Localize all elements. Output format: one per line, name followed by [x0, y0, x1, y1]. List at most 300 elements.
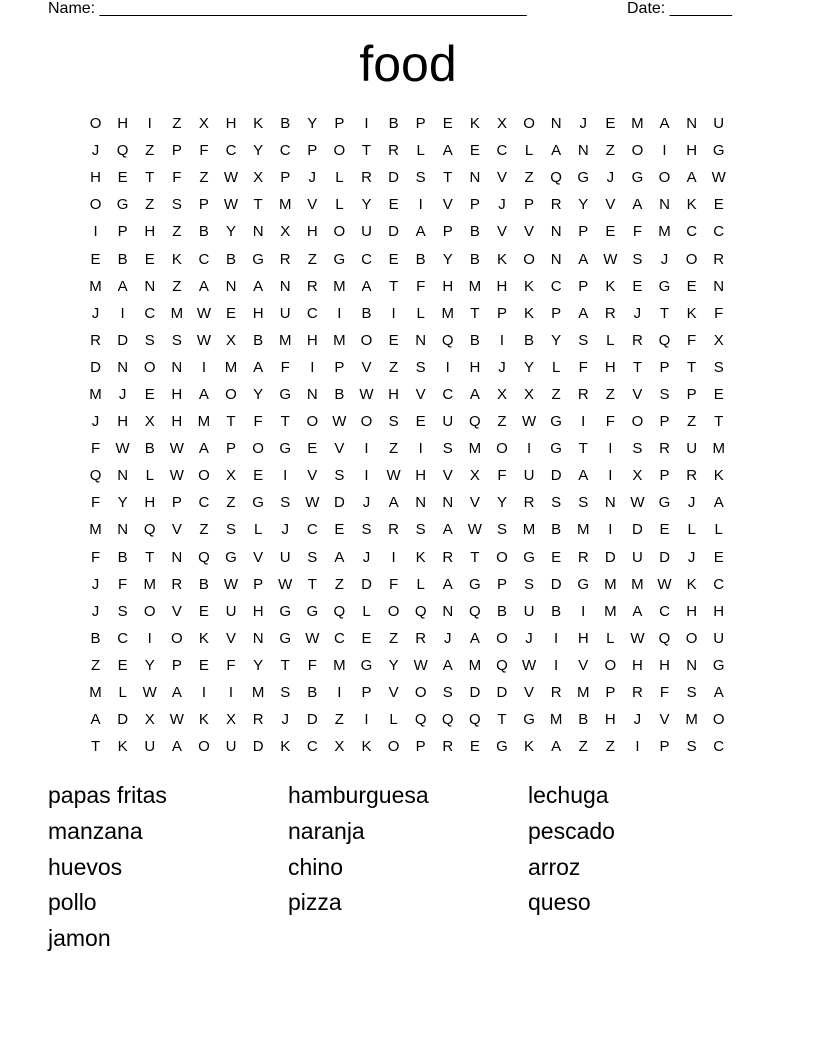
grid-letter: N [279, 277, 291, 295]
grid-letter: M [712, 440, 725, 458]
grid-letter: L [335, 169, 344, 187]
grid-letter: K [686, 304, 697, 322]
grid-letter: H [171, 385, 183, 403]
grid-letter: C [198, 494, 210, 512]
grid-letter: Z [388, 440, 399, 458]
grid-letter: H [604, 358, 616, 376]
grid-letter: C [361, 250, 372, 268]
grid-letter: X [144, 711, 155, 729]
grid-letter: I [418, 196, 423, 214]
grid-letter: A [551, 738, 562, 756]
grid-letter: J [91, 413, 100, 431]
grid-letter: X [469, 467, 480, 485]
grid-letter: J [362, 548, 371, 566]
grid-letter: E [415, 413, 426, 431]
grid-letter: M [631, 115, 644, 133]
name-label: Name: [48, 0, 100, 17]
grid-letter: L [714, 521, 723, 539]
grid-letter: M [89, 684, 102, 702]
grid-letter: O [252, 440, 264, 458]
grid-letter: P [171, 656, 182, 674]
grid-letter: I [201, 358, 206, 376]
grid-letter: P [361, 684, 372, 702]
grid-letter: L [416, 575, 425, 593]
grid-letter: G [577, 169, 590, 187]
grid-letter: V [361, 358, 372, 376]
grid-letter: W [413, 656, 428, 674]
grid-letter: X [713, 331, 724, 349]
grid-letter: E [361, 629, 372, 647]
grid-letter: E [388, 250, 399, 268]
grid-letter: H [469, 358, 481, 376]
grid-letter: S [388, 413, 399, 431]
grid-letter: W [278, 575, 293, 593]
grid-letter: I [147, 115, 152, 133]
grid-letter: Y [388, 656, 399, 674]
grid-letter: P [605, 684, 616, 702]
grid-letter: R [550, 684, 562, 702]
grid-letter: G [469, 575, 481, 593]
grid-letter: D [117, 711, 129, 729]
grid-letter: I [526, 440, 532, 458]
grid-letter: I [391, 548, 396, 566]
grid-letter: S [171, 331, 182, 349]
grid-letter: R [279, 250, 291, 268]
grid-letter: A [253, 277, 264, 295]
grid-letter: N [442, 602, 454, 620]
grid-letter: W [223, 169, 239, 187]
grid-letter: A [578, 304, 589, 322]
word-list-item: arroz [528, 853, 581, 880]
grid-letter: J [498, 196, 506, 214]
grid-letter: T [497, 711, 507, 729]
grid-letter: O [631, 142, 644, 160]
grid-letter: D [469, 684, 481, 702]
grid-letter: Y [442, 250, 453, 268]
grid-letter: V [171, 602, 182, 620]
grid-letter: R [632, 684, 643, 702]
grid-letter: B [117, 250, 128, 268]
grid-letter: V [469, 494, 480, 512]
grid-letter: M [576, 521, 590, 539]
grid-letter: B [198, 223, 209, 241]
grid-letter: O [198, 738, 210, 756]
grid-letter: G [631, 169, 644, 187]
grid-letter: W [196, 331, 211, 349]
grid-letter: D [632, 521, 643, 539]
grid-letter: R [577, 548, 589, 566]
grid-letter: N [442, 494, 454, 512]
grid-letter: S [280, 494, 291, 512]
grid-letter: I [283, 467, 288, 485]
grid-letter: T [280, 413, 290, 431]
grid-letter: H [604, 711, 616, 729]
grid-letter: B [415, 250, 426, 268]
grid-letter: U [279, 304, 291, 322]
grid-letter: C [713, 223, 725, 241]
grid-letter: B [198, 575, 209, 593]
grid-letter: N [469, 169, 481, 187]
grid-letter: U [523, 602, 535, 620]
grid-letter: O [225, 385, 237, 403]
grid-letter: G [116, 196, 129, 214]
grid-letter: R [659, 440, 670, 458]
grid-row [82, 652, 734, 679]
grid-letter: D [252, 738, 264, 756]
grid-letter: Q [469, 711, 481, 729]
grid-letter: Y [496, 494, 507, 512]
grid-letter: N [686, 115, 698, 133]
grid-row [82, 625, 734, 652]
grid-letter: S [144, 331, 155, 349]
grid-letter: A [442, 656, 453, 674]
grid-letter: A [415, 223, 426, 241]
grid-letter: A [632, 196, 643, 214]
grid-letter: J [633, 711, 642, 729]
grid-letter: R [415, 629, 427, 647]
grid-letter: R [90, 331, 101, 349]
grid-letter: F [416, 277, 426, 295]
grid-letter: O [496, 548, 508, 566]
grid-letter: Y [524, 358, 535, 376]
grid-letter: Z [307, 250, 317, 268]
grid-letter: Y [578, 196, 589, 214]
grid-letter: K [524, 738, 535, 756]
grid-letter: K [605, 277, 616, 295]
grid-letter: P [334, 115, 345, 133]
grid-letter: Z [334, 711, 344, 729]
grid-letter: R [604, 304, 616, 322]
grid-letter: K [198, 629, 209, 647]
grid-letter: P [659, 467, 670, 485]
grid-letter: W [657, 575, 672, 593]
grid-letter: S [524, 575, 535, 593]
grid-letter: E [144, 385, 155, 403]
grid-letter: G [496, 738, 508, 756]
grid-letter: A [171, 684, 182, 702]
grid-letter: T [145, 548, 155, 566]
grid-letter: E [713, 548, 724, 566]
grid-letter: Z [388, 358, 399, 376]
grid-letter: R [306, 277, 318, 295]
grid-letter: H [252, 304, 264, 322]
grid-row [82, 300, 734, 327]
grid-letter: L [551, 358, 561, 376]
grid-letter: W [359, 385, 374, 403]
grid-letter: M [333, 331, 346, 349]
grid-letter: Q [441, 711, 454, 729]
grid-row [82, 381, 734, 408]
grid-letter: X [198, 115, 209, 133]
grid-letter: W [142, 684, 157, 702]
grid-letter: Z [578, 738, 588, 756]
grid-letter: X [144, 413, 155, 431]
grid-letter: N [686, 656, 698, 674]
grid-letter: O [496, 629, 508, 647]
grid-letter: O [89, 196, 102, 214]
grid-letter: H [144, 223, 156, 241]
grid-letter: B [144, 440, 155, 458]
grid-letter: X [334, 738, 345, 756]
grid-letter: J [91, 142, 100, 160]
grid-letter: R [442, 548, 454, 566]
grid-letter: O [523, 115, 535, 133]
grid-letter: E [198, 602, 209, 620]
grid-letter: F [307, 656, 317, 674]
grid-letter: X [496, 385, 507, 403]
grid-letter: K [524, 277, 535, 295]
grid-letter: Q [550, 169, 562, 187]
grid-letter: A [551, 142, 562, 160]
grid-letter: O [170, 629, 183, 647]
grid-letter: F [388, 575, 399, 593]
grid-letter: B [226, 250, 237, 268]
grid-letter: J [687, 494, 696, 512]
grid-letter: Y [307, 115, 318, 133]
grid-letter: O [387, 738, 400, 756]
grid-row [82, 516, 734, 543]
grid-letter: S [171, 196, 182, 214]
grid-letter: V [496, 169, 507, 187]
grid-letter: M [468, 656, 482, 674]
grid-letter: I [364, 440, 369, 458]
grid-letter: G [279, 440, 292, 458]
grid-letter: M [89, 521, 102, 539]
grid-row [82, 435, 734, 462]
grid-letter: S [226, 521, 237, 539]
grid-letter: C [306, 521, 318, 539]
grid-letter: M [549, 711, 563, 729]
grid-letter: V [659, 711, 670, 729]
grid-letter: I [364, 711, 369, 729]
grid-letter: P [307, 142, 318, 160]
grid-letter: R [550, 196, 562, 214]
grid-letter: F [199, 142, 209, 160]
grid-letter: C [496, 142, 508, 160]
grid-letter: C [144, 304, 156, 322]
grid-letter: A [442, 521, 453, 539]
grid-letter: Q [469, 602, 481, 620]
grid-letter: R [713, 250, 725, 268]
grid-letter: W [115, 440, 130, 458]
grid-letter: X [524, 385, 535, 403]
grid-letter: A [253, 358, 264, 376]
grid-letter: H [171, 413, 183, 431]
grid-letter: M [522, 521, 536, 539]
grid-letter: A [632, 602, 643, 620]
grid-letter: E [713, 385, 724, 403]
grid-letter: T [714, 413, 724, 431]
grid-letter: J [660, 250, 669, 268]
grid-letter: E [551, 548, 562, 566]
grid-letter: M [251, 684, 265, 702]
grid-letter: G [360, 656, 373, 674]
grid-letter: M [441, 304, 455, 322]
grid-letter: N [550, 250, 562, 268]
grid-letter: T [443, 169, 453, 187]
grid-letter: R [388, 142, 399, 160]
grid-letter: S [280, 684, 291, 702]
grid-letter: I [554, 629, 559, 647]
grid-letter: G [712, 656, 725, 674]
grid-letter: I [337, 304, 342, 322]
grid-letter: P [469, 196, 480, 214]
grid-letter: O [631, 413, 644, 431]
grid-letter: U [686, 440, 698, 458]
grid-letter: M [631, 575, 644, 593]
grid-letter: Z [497, 413, 507, 431]
grid-letter: D [361, 575, 372, 593]
grid-row [82, 544, 734, 571]
grid-letter: D [659, 548, 670, 566]
grid-letter: F [659, 684, 670, 702]
grid-letter: W [196, 304, 211, 322]
grid-letter: T [253, 196, 263, 214]
grid-letter: T [90, 738, 101, 756]
grid-letter: Q [116, 142, 129, 160]
grid-letter: E [388, 196, 399, 214]
grid-letter: B [334, 385, 345, 403]
grid-letter: W [630, 494, 645, 512]
grid-row [82, 110, 734, 137]
grid-letter: P [659, 738, 670, 756]
grid-letter: O [360, 413, 373, 431]
grid-letter: H [306, 223, 318, 241]
grid-letter: E [469, 738, 480, 756]
grid-letter: C [686, 223, 698, 241]
grid-letter: I [635, 738, 640, 756]
grid-letter: N [117, 467, 129, 485]
grid-letter: D [306, 711, 318, 729]
grid-letter: G [279, 629, 292, 647]
grid-letter: H [577, 629, 589, 647]
grid-letter: C [306, 738, 318, 756]
grid-letter: O [306, 413, 319, 431]
grid-letter: B [361, 304, 372, 322]
grid-letter: P [171, 494, 182, 512]
grid-letter: F [714, 304, 724, 322]
grid-letter: E [632, 277, 643, 295]
date-label: Date: [627, 0, 670, 17]
grid-letter: T [361, 142, 372, 160]
grid-letter: Q [658, 331, 671, 349]
grid-letter: G [333, 250, 346, 268]
grid-letter: L [253, 521, 263, 539]
grid-letter: M [224, 358, 238, 376]
grid-letter: A [469, 385, 480, 403]
grid-letter: G [523, 711, 535, 729]
grid-letter: V [524, 223, 535, 241]
grid-letter: H [144, 494, 156, 512]
grid-letter: F [90, 548, 101, 566]
grid-row [82, 273, 734, 300]
grid-letter: W [630, 629, 645, 647]
grid-letter: V [415, 385, 426, 403]
grid-letter: N [171, 548, 183, 566]
grid-letter: Y [253, 142, 264, 160]
grid-letter: S [415, 358, 426, 376]
grid-letter: K [524, 304, 535, 322]
grid-letter: P [496, 304, 507, 322]
grid-letter: C [713, 738, 725, 756]
grid-letter: E [307, 440, 318, 458]
grid-letter: W [169, 467, 184, 485]
puzzle-title: food [359, 36, 457, 92]
grid-letter: O [604, 656, 617, 674]
grid-letter: V [171, 521, 182, 539]
grid-letter: P [415, 738, 426, 756]
grid-letter: T [226, 413, 236, 431]
grid-letter: G [252, 494, 264, 512]
grid-letter: K [415, 548, 426, 566]
grid-letter: D [333, 494, 345, 512]
word-list-item: pescado [528, 817, 615, 844]
grid-letter: P [226, 440, 237, 458]
grid-letter: S [578, 494, 589, 512]
grid-letter: P [496, 575, 507, 593]
grid-letter: F [118, 575, 128, 593]
grid-letter: O [414, 684, 427, 702]
grid-letter: A [659, 115, 670, 133]
grid-letter: Z [145, 196, 155, 214]
grid-letter: Y [253, 385, 264, 403]
grid-letter: U [361, 223, 372, 241]
grid-letter: U [144, 738, 156, 756]
grid-letter: T [470, 304, 480, 322]
grid-letter: W [305, 494, 320, 512]
grid-letter: F [632, 223, 642, 241]
grid-letter: G [523, 548, 535, 566]
grid-letter: T [307, 575, 317, 593]
grid-letter: F [90, 440, 101, 458]
grid-letter: E [117, 169, 128, 187]
grid-letter: N [144, 277, 156, 295]
grid-letter: F [90, 494, 101, 512]
grid-letter: T [687, 358, 697, 376]
grid-letter: V [307, 467, 318, 485]
grid-row [82, 354, 734, 381]
grid-letter: I [337, 684, 342, 702]
grid-letter: Z [172, 277, 182, 295]
grid-letter: Q [441, 331, 454, 349]
grid-letter: T [145, 169, 155, 187]
grid-letter: K [469, 115, 480, 133]
grid-letter: P [551, 304, 562, 322]
grid-letter: C [442, 385, 454, 403]
grid-letter: M [170, 304, 184, 322]
grid-letter: J [444, 629, 452, 647]
grid-letter: B [524, 331, 535, 349]
grid-letter: J [579, 115, 587, 133]
grid-letter: S [307, 548, 318, 566]
grid-letter: M [604, 602, 617, 620]
grid-letter: N [306, 385, 318, 403]
grid-letter: W [521, 413, 537, 431]
grid-letter: I [499, 331, 505, 349]
grid-letter: E [605, 223, 616, 241]
grid-letter: I [662, 142, 667, 160]
grid-letter: R [442, 738, 454, 756]
grid-letter: P [171, 142, 182, 160]
grid-letter: Z [199, 521, 209, 539]
grid-letter: I [581, 602, 586, 620]
grid-letter: N [415, 331, 427, 349]
grid-letter: S [361, 521, 372, 539]
grid-letter: H [686, 602, 698, 620]
grid-letter: L [606, 331, 615, 349]
grid-letter: R [388, 521, 399, 539]
grid-letter: V [605, 196, 616, 214]
